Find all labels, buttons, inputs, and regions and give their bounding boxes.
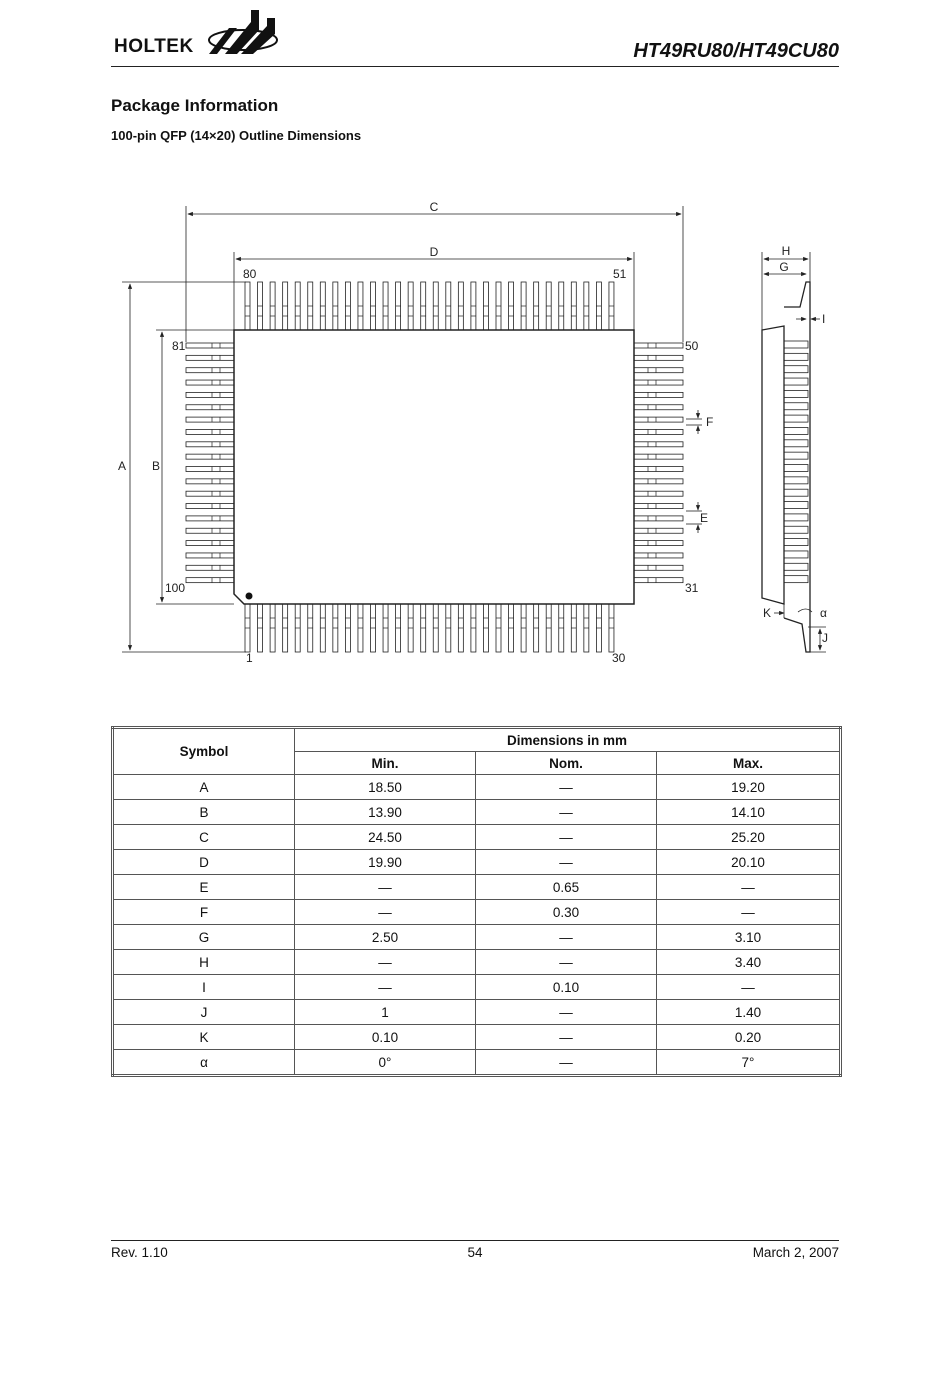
dim-label-h: H: [781, 244, 791, 258]
side-view-pins: [784, 341, 808, 583]
side-pin-lead: [784, 427, 808, 434]
symbol-header: Symbol: [113, 728, 295, 775]
pin-lead: [186, 343, 234, 348]
drawing-subtitle: 100-pin QFP (14×20) Outline Dimensions: [111, 128, 362, 143]
cell-max: 19.20: [657, 775, 841, 800]
cell-symbol: F: [113, 900, 295, 925]
pin-lead: [634, 467, 683, 472]
cell-max: 25.20: [657, 825, 841, 850]
dim-label-e: E: [700, 511, 709, 525]
side-pin-lead: [784, 452, 808, 459]
pin1-marker: [246, 593, 253, 600]
cell-min: 1: [295, 1000, 476, 1025]
table-row: [113, 1025, 841, 1050]
cell-symbol: G: [113, 925, 295, 950]
pin-lead: [186, 541, 234, 546]
pin-lead: [634, 491, 683, 496]
table-row: [113, 850, 841, 875]
max-header: Max.: [657, 752, 841, 775]
side-body: [762, 326, 784, 604]
pin-lead: [186, 479, 234, 484]
pin-label-81: 81: [172, 339, 186, 353]
cell-nom: —: [476, 800, 657, 825]
cell-min: 19.90: [295, 850, 476, 875]
document-title: HT49RU80/HT49CU80: [633, 40, 839, 62]
dim-label-i: I: [822, 312, 826, 326]
side-pin-lead: [784, 502, 808, 509]
cell-max: 20.10: [657, 850, 841, 875]
cell-symbol: J: [113, 1000, 295, 1025]
side-pin-lead: [784, 366, 808, 373]
side-pin-lead: [784, 403, 808, 410]
pin-lead: [186, 516, 234, 521]
pin-lead: [186, 467, 234, 472]
dim-label-a: A: [117, 459, 127, 473]
nom-header: Nom.: [476, 752, 657, 775]
table-row: [113, 900, 841, 925]
side-pin-lead: [784, 526, 808, 533]
dim-label-j: J: [822, 631, 828, 645]
cell-min: —: [295, 950, 476, 975]
cell-nom: —: [476, 850, 657, 875]
right-pins: [634, 343, 683, 583]
pin-lead: [186, 355, 234, 360]
pin-lead: [634, 417, 683, 422]
cell-nom: 0.10: [476, 975, 657, 1000]
side-pin-lead: [784, 489, 808, 496]
cell-nom: —: [476, 825, 657, 850]
cell-min: —: [295, 975, 476, 1000]
pin-lead: [634, 516, 683, 521]
side-pin-lead: [784, 514, 808, 521]
side-pin-lead: [784, 440, 808, 447]
cell-min: 18.50: [295, 775, 476, 800]
cell-max: —: [657, 875, 841, 900]
pin-lead: [186, 578, 234, 583]
pin-lead: [634, 392, 683, 397]
cell-nom: —: [476, 775, 657, 800]
side-pin-lead: [784, 576, 808, 583]
cell-symbol: A: [113, 775, 295, 800]
dim-label-g: G: [779, 260, 789, 274]
revision-text: Rev. 1.10: [111, 1245, 168, 1260]
side-pin-lead: [784, 539, 808, 546]
pin-lead: [634, 405, 683, 410]
table-row: [113, 950, 841, 975]
pin-lead: [634, 368, 683, 373]
pin-label-50: 50: [685, 339, 699, 353]
dim-label-d: D: [429, 245, 439, 259]
cell-symbol: C: [113, 825, 295, 850]
pin-lead: [186, 442, 234, 447]
dim-label-f: F: [706, 415, 714, 429]
pin-lead: [186, 380, 234, 385]
pin-lead: [634, 343, 683, 348]
pin-lead: [186, 504, 234, 509]
pin-lead: [634, 454, 683, 459]
min-header: Min.: [295, 752, 476, 775]
pin-lead: [634, 380, 683, 385]
pin-lead: [186, 491, 234, 496]
cell-max: 7°: [657, 1050, 841, 1076]
cell-min: 13.90: [295, 800, 476, 825]
side-pin-lead: [784, 415, 808, 422]
pin-lead: [186, 528, 234, 533]
cell-max: 14.10: [657, 800, 841, 825]
cell-nom: —: [476, 950, 657, 975]
pin-lead: [186, 417, 234, 422]
cell-nom: 0.30: [476, 900, 657, 925]
cell-symbol: H: [113, 950, 295, 975]
cell-max: 0.20: [657, 1025, 841, 1050]
cell-symbol: I: [113, 975, 295, 1000]
cell-nom: —: [476, 1000, 657, 1025]
logo-text: HOLTEK: [114, 36, 194, 57]
table-row: [113, 800, 841, 825]
table-row: [113, 775, 841, 800]
pin-lead: [634, 442, 683, 447]
side-pin-lead: [784, 353, 808, 360]
side-pin-lead: [784, 341, 808, 348]
cell-min: 2.50: [295, 925, 476, 950]
cell-min: —: [295, 875, 476, 900]
side-pin-lead: [784, 563, 808, 570]
table-row: [113, 875, 841, 900]
cell-symbol: D: [113, 850, 295, 875]
table-row: [113, 1000, 841, 1025]
cell-max: 3.40: [657, 950, 841, 975]
side-pin-lead: [784, 390, 808, 397]
pin-lead: [186, 565, 234, 570]
pin-lead: [634, 504, 683, 509]
dim-label-c: C: [429, 200, 439, 214]
section-title: Package Information: [111, 96, 279, 115]
top-pins: [245, 282, 614, 330]
dim-label-alpha: α: [820, 606, 827, 620]
pin-lead: [634, 429, 683, 434]
side-pin-lead: [784, 465, 808, 472]
pin-label-31: 31: [685, 581, 699, 595]
pin-label-30: 30: [612, 651, 626, 665]
pin-label-80: 80: [243, 267, 257, 281]
pin-lead: [634, 355, 683, 360]
cell-nom: —: [476, 1050, 657, 1076]
pin-label-1: 1: [246, 651, 253, 665]
cell-nom: —: [476, 1025, 657, 1050]
pin-lead: [186, 368, 234, 373]
dim-label-k: K: [762, 606, 772, 620]
pin-lead: [186, 553, 234, 558]
cell-max: 1.40: [657, 1000, 841, 1025]
pin-lead: [186, 392, 234, 397]
cell-min: 0°: [295, 1050, 476, 1076]
pin-lead: [634, 565, 683, 570]
pin-lead: [186, 429, 234, 434]
pin-lead: [634, 528, 683, 533]
cell-symbol: K: [113, 1025, 295, 1050]
pin-lead: [634, 553, 683, 558]
page-number: 54: [467, 1245, 483, 1260]
cell-nom: —: [476, 925, 657, 950]
page-footer: [111, 1240, 839, 1260]
cell-symbol: B: [113, 800, 295, 825]
date-text: March 2, 2007: [752, 1245, 839, 1260]
pin-lead: [634, 578, 683, 583]
table-row: [113, 825, 841, 850]
side-pin-lead: [784, 551, 808, 558]
pin-lead: [186, 405, 234, 410]
cell-min: 24.50: [295, 825, 476, 850]
table-row: [113, 925, 841, 950]
cell-nom: 0.65: [476, 875, 657, 900]
pin-label-100: 100: [165, 581, 186, 595]
cell-min: 0.10: [295, 1025, 476, 1050]
table-row: [113, 975, 841, 1000]
package-body: [234, 330, 634, 604]
left-pins: [186, 343, 234, 583]
side-pin-lead: [784, 477, 808, 484]
pin-lead: [186, 454, 234, 459]
cell-max: —: [657, 900, 841, 925]
table-row: [113, 1050, 841, 1076]
cell-symbol: E: [113, 875, 295, 900]
side-pin-lead: [784, 378, 808, 385]
bottom-pins: [245, 604, 614, 652]
cell-min: —: [295, 900, 476, 925]
dimensions-group-header: Dimensions in mm: [295, 728, 841, 752]
pin-lead: [634, 479, 683, 484]
cell-max: —: [657, 975, 841, 1000]
cell-symbol: α: [113, 1050, 295, 1076]
pin-lead: [634, 541, 683, 546]
dim-label-b: B: [151, 459, 161, 473]
cell-max: 3.10: [657, 925, 841, 950]
pin-label-51: 51: [613, 267, 627, 281]
dimensions-table: [111, 726, 842, 1077]
